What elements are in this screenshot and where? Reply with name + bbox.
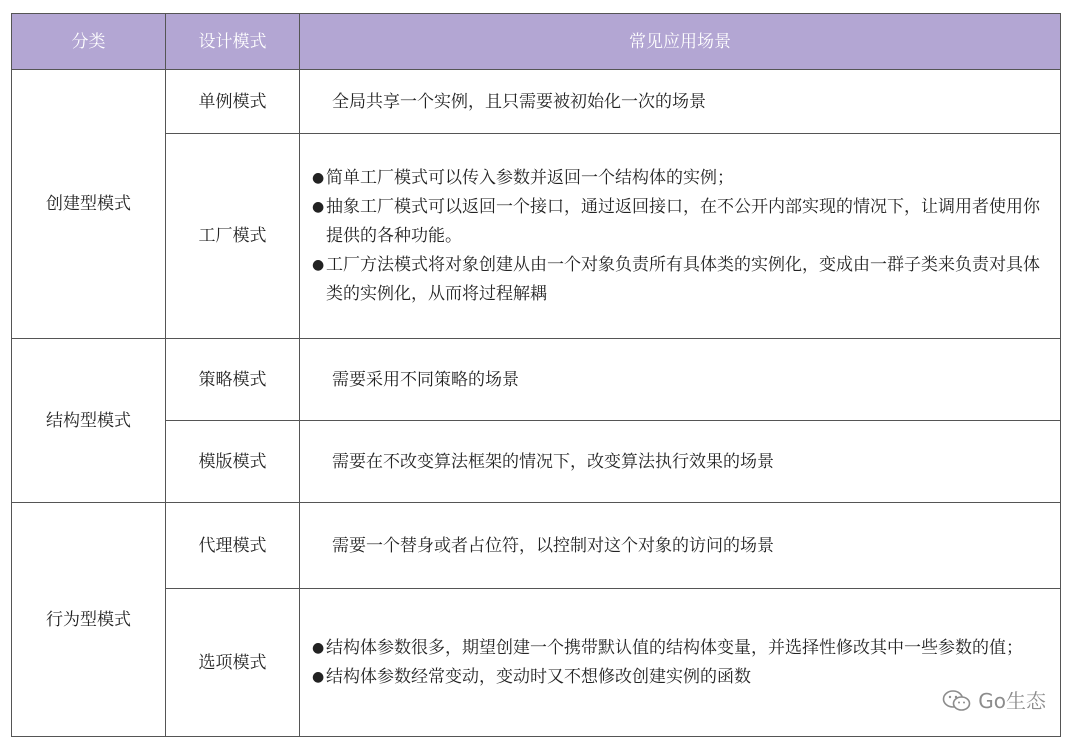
scenario-cell: 全局共享一个实例，且只需要被初始化一次的场景 <box>300 70 1061 134</box>
table-row <box>12 339 1061 421</box>
scenario-cell: 需要采用不同策略的场景 <box>300 339 1061 421</box>
wechat-icon <box>942 689 972 713</box>
pattern-cell: 单例模式 <box>166 70 300 134</box>
list-item-text: 简单工厂模式可以传入参数并返回一个结构体的实例； <box>326 167 734 188</box>
scenario-bullet-list <box>312 164 1056 309</box>
watermark-text: Go生态 <box>978 689 1046 713</box>
list-item <box>312 634 1056 663</box>
list-item <box>312 251 1056 309</box>
pattern-cell: 代理模式 <box>166 503 300 589</box>
list-item <box>312 164 1056 193</box>
header-category: 分类 <box>12 14 166 70</box>
design-patterns-table <box>11 13 1061 737</box>
watermark <box>942 688 1046 714</box>
category-cell: 行为型模式 <box>12 503 166 737</box>
table-row <box>12 134 1061 339</box>
category-cell: 创建型模式 <box>12 70 166 339</box>
bullet-icon: ● <box>312 256 325 273</box>
pattern-cell: 模版模式 <box>166 421 300 503</box>
scenario-cell: 需要一个替身或者占位符，以控制对这个对象的访问的场景 <box>300 503 1061 589</box>
scenario-bullet-list <box>312 634 1056 692</box>
bullet-icon: ● <box>312 169 325 186</box>
table-header-row <box>12 14 1061 70</box>
list-item <box>312 193 1056 251</box>
list-item-text: 结构体参数经常变动，变动时又不想修改创建实例的函数 <box>326 666 751 687</box>
table-row <box>12 70 1061 134</box>
list-item-text: 抽象工厂模式可以返回一个接口，通过返回接口，在不公开内部实现的情况下，让调用者使用你提供的各种功能。 <box>326 196 1040 246</box>
bullet-icon: ● <box>312 668 325 685</box>
bullet-icon: ● <box>312 198 325 215</box>
pattern-cell: 策略模式 <box>166 339 300 421</box>
category-cell: 结构型模式 <box>12 339 166 503</box>
table-row <box>12 589 1061 737</box>
header-scenario: 常见应用场景 <box>300 14 1061 70</box>
pattern-cell: 选项模式 <box>166 589 300 737</box>
table-row <box>12 503 1061 589</box>
table-row <box>12 421 1061 503</box>
scenario-cell <box>300 589 1061 737</box>
list-item-text: 工厂方法模式将对象创建从由一个对象负责所有具体类的实例化，变成由一群子类来负责对具体类的实例化，从而将过程解耦 <box>326 254 1040 304</box>
pattern-cell: 工厂模式 <box>166 134 300 339</box>
scenario-cell <box>300 134 1061 339</box>
header-pattern: 设计模式 <box>166 14 300 70</box>
list-item-text: 结构体参数很多，期望创建一个携带默认值的结构体变量，并选择性修改其中一些参数的值； <box>326 637 1023 658</box>
bullet-icon: ● <box>312 639 325 656</box>
scenario-cell: 需要在不改变算法框架的情况下，改变算法执行效果的场景 <box>300 421 1061 503</box>
